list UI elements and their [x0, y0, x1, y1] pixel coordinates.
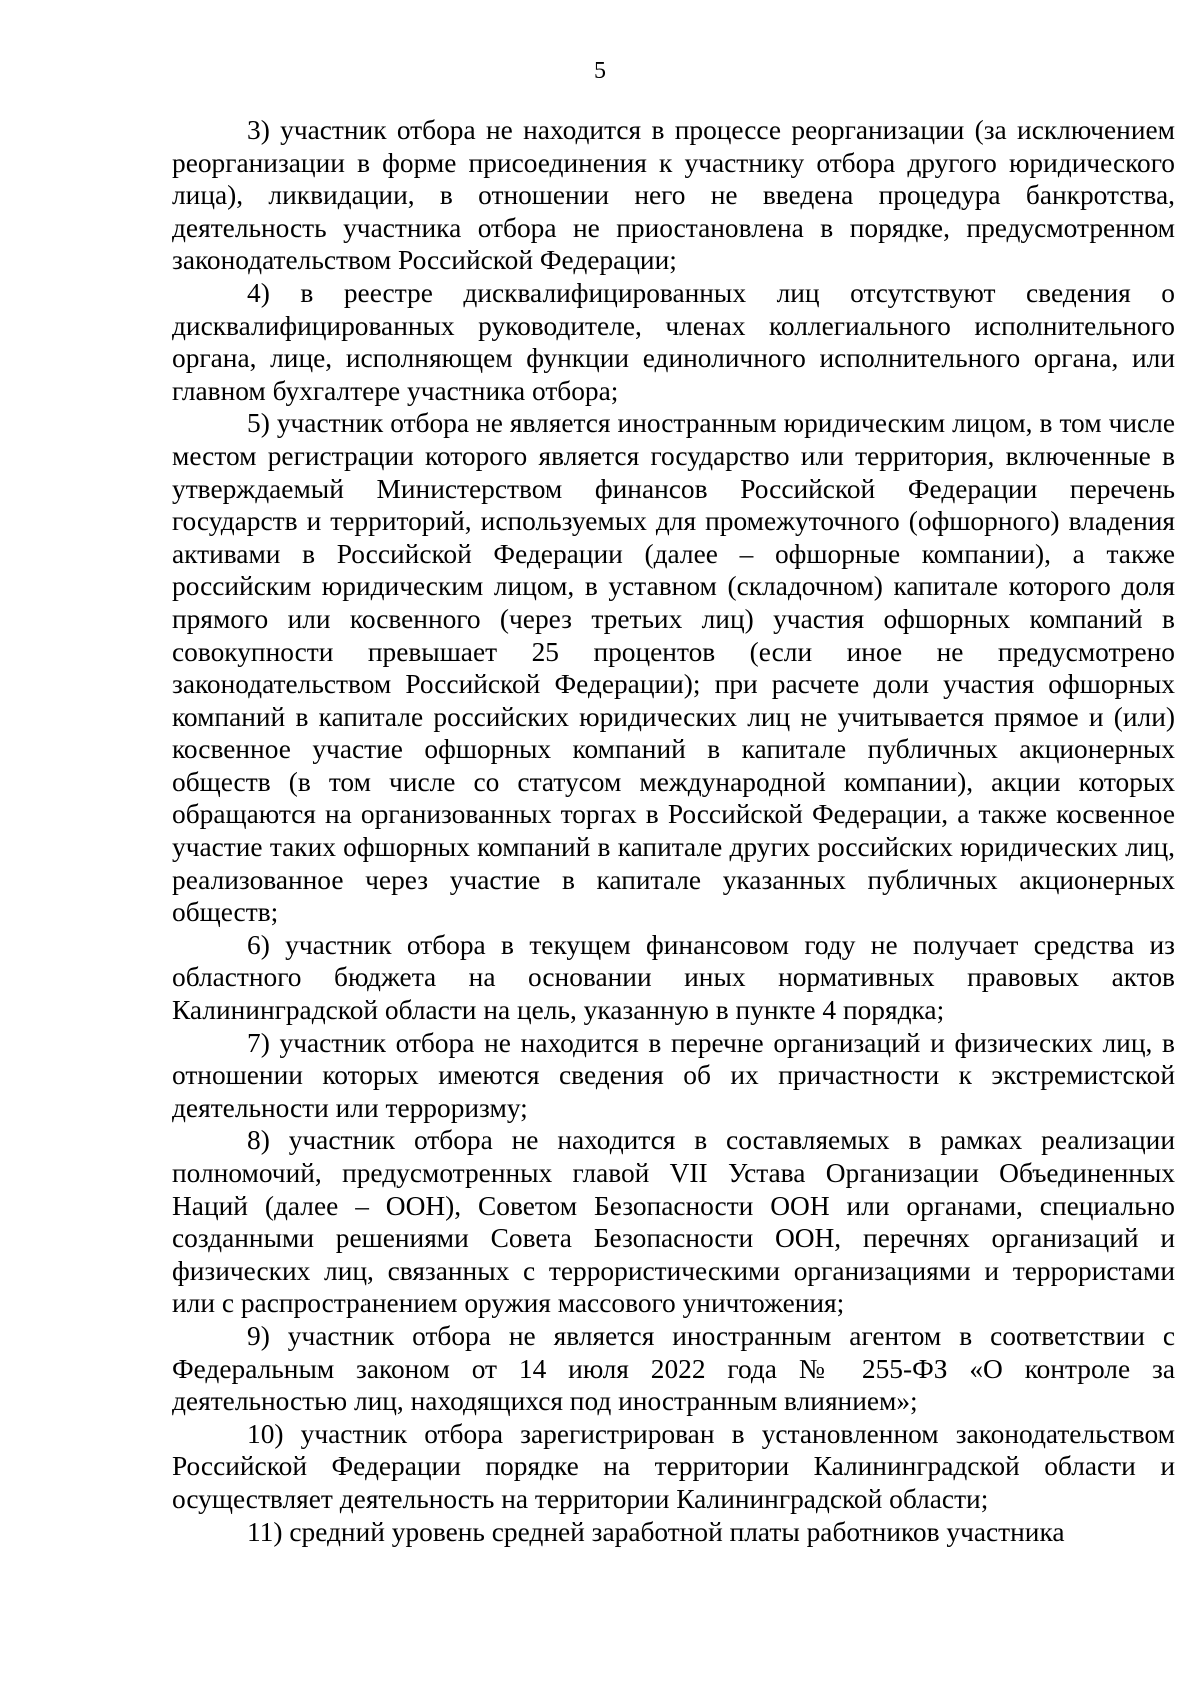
paragraph-item-7: 7) участник отбора не находится в перечне организаций и физических лиц, в отношении которых имеются сведения об их причастности к экстремистской деятельности или терроризму; [172, 1027, 1175, 1123]
paragraph-item-11: 11) средний уровень средней заработной платы работников участника [247, 1516, 1065, 1547]
paragraph-item-10: 10) участник отбора зарегистрирован в установленном законодательством Российской Федерации порядке на территории Калининградской области и осуществляет деятельность на территории Калининградской области; [172, 1418, 1175, 1514]
paragraph-item-8: 8) участник отбора не находится в составляемых в рамках реализации полномочий, предусмотренных главой VII Устава Организации Объединенных Наций (далее – ООН), Советом Безопасности ООН или органами, специально созданными решениями Совета Безопасности ООН, перечнях организаций и физических лиц, связанных с террористическими организациями и террористами или с распространением оружия массового уничтожения; [172, 1125, 1175, 1319]
paragraph-item-4: 4) в реестре дисквалифицированных лиц отсутствуют сведения о дисквалифицированных руководителе, членах коллегиального исполнительного органа, лице, исполняющем функции единоличного исполнительного органа, или главном бухгалтере участника отбора; [172, 277, 1175, 406]
paragraph-item-6: 6) участник отбора в текущем финансовом году не получает средства из областного бюджета на основании иных нормативных правовых актов Калининградской области на цель, указанную в пункте 4 порядка; [172, 929, 1175, 1026]
paragraph-item-3: 3) участник отбора не находится в процессе реорганизации (за исключением реорганизации в форме присоединения к участнику отбора другого юридического лица), ликвидации, в отношении него не введена процедура банкротства, деятельность участника отбора не приостановлена в порядке, предусмотренном законодательством Российской Федерации; [172, 115, 1175, 276]
document-body [172, 114, 1175, 1548]
paragraph-item-5: 5) участник отбора не является иностранным юридическим лицом, в том числе местом регистрации которого является государство или территория, включенные в утверждаемый Министерством финансов Российской Федерации перечень государств и территорий, используемых для промежуточного (офшорного) владения активами в Российской Федерации (далее – офшорные компании), а также российским юридическим лицом, в уставном (складочном) капитале которого доля прямого или косвенного (через третьих лиц) участия офшорных компаний в совокупности превышает 25 процентов (если иное не предусмотрено законодательством Российской Федерации); при расчете доли участия офшорных компаний в капитале российских юридических лиц не учитывается прямое и (или) косвенное участие офшорных компаний в капитале публичных акционерных обществ (в том числе со статусом международной компании), акции которых обращаются на организованных торгах в Российской Федерации, а также косвенное участие таких офшорных компаний в капитале других российских юридических лиц, реализованное через участие в капитале указанных публичных акционерных обществ; [172, 408, 1175, 928]
paragraph-item-9: 9) участник отбора не является иностранным агентом в соответствии с Федеральным законом от 14 июля 2022 года № 255-ФЗ «О контроле за деятельностью лиц, находящихся под иностранным влиянием»; [172, 1320, 1175, 1417]
page-number: 5 [594, 58, 606, 84]
